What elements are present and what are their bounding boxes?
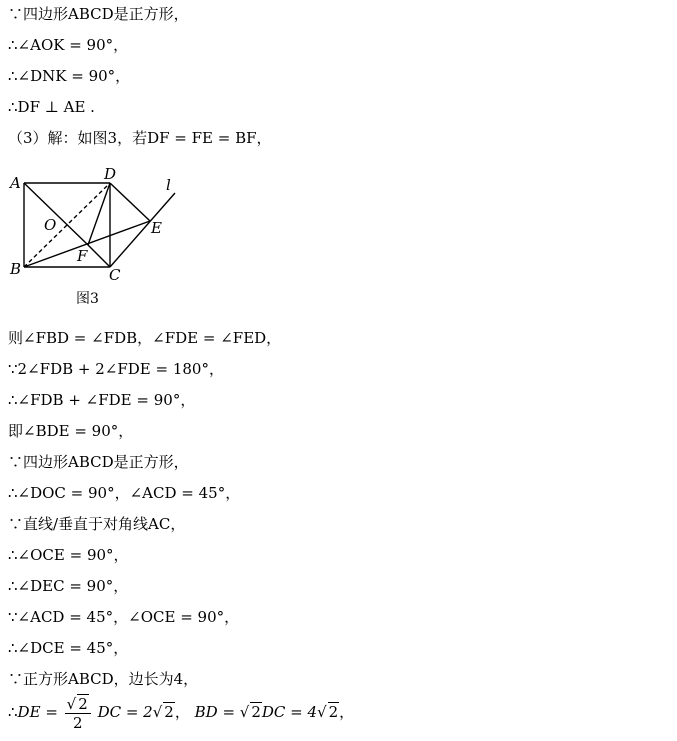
proof-line-14: ∴∠DEC = 90°， (8, 577, 129, 595)
de-label: DE (17, 703, 41, 721)
sqrt-symbol-b: √ (239, 703, 250, 721)
equals-sign: = (45, 703, 58, 721)
label-C: C (109, 266, 121, 284)
figure-caption: 图3 (76, 291, 99, 307)
proof-line-1: ∵四边形ABCD是正方形， (8, 5, 189, 23)
label-E: E (151, 219, 162, 237)
proof-line-8: ∴∠FDB + ∠FDE = 90°， (8, 391, 196, 409)
proof-line-2: ∴∠AOK = 90°， (8, 36, 129, 54)
proof-line-12: ∵直线/垂直于对角线AC， (8, 515, 186, 533)
label-A: A (10, 174, 21, 192)
sqrt-symbol-c: √ (317, 703, 327, 721)
fraction-denominator: 2 (72, 714, 83, 732)
proof-line-10: ∵四边形ABCD是正方形， (8, 453, 189, 471)
proof-line-13: ∴∠OCE = 90°， (8, 546, 129, 564)
label-F: F (77, 247, 88, 265)
proof-line-16: ∴∠DCE = 45°， (8, 639, 129, 657)
proof-line-17: ∵正方形ABCD，边长为4， (8, 670, 199, 688)
sqrt-radicand-b: 2 (251, 703, 261, 721)
sqrt-radicand-c: 2 (328, 703, 339, 721)
proof-line-18 (8, 694, 354, 732)
label-O: O (44, 216, 57, 234)
sqrt-radicand-a: 2 (164, 703, 174, 721)
comma: ， (174, 703, 190, 721)
proof-line-5: （3）解：如图3，若DF = FE = BF， (8, 129, 272, 147)
bd-expression: BD = (194, 703, 236, 721)
dc-expression-2: DC = 4 (261, 703, 318, 721)
dc-expression: DC = 2 (97, 703, 153, 721)
label-B: B (10, 260, 22, 278)
geometry-figure-3 (0, 160, 200, 310)
proof-line-6: 则∠FBD = ∠FDB，∠FDE = ∠FED， (8, 329, 282, 347)
proof-line-11: ∴∠DOC = 90°，∠ACD = 45°， (8, 484, 241, 502)
fraction-numerator: √ 2 (65, 694, 91, 714)
proof-line-4: ∴DF ⊥ AE . (8, 98, 95, 116)
proof-line-3: ∴∠DNK = 90°， (8, 67, 131, 85)
proof-line-15: ∵∠ACD = 45°，∠OCE = 90°， (8, 608, 240, 626)
proof-line-9: 即∠BDE = 90°， (8, 422, 134, 440)
sqrt2-over-2-fraction (65, 694, 91, 732)
therefore-symbol: ∴ (8, 703, 18, 721)
sqrt-radicand: 2 (78, 695, 88, 713)
end-comma: ， (339, 703, 355, 721)
label-D: D (104, 165, 117, 183)
proof-line-7: ∵2∠FDB + 2∠FDE = 180°， (8, 360, 224, 378)
sqrt-symbol: √ (152, 703, 163, 721)
label-l: l (166, 176, 171, 194)
